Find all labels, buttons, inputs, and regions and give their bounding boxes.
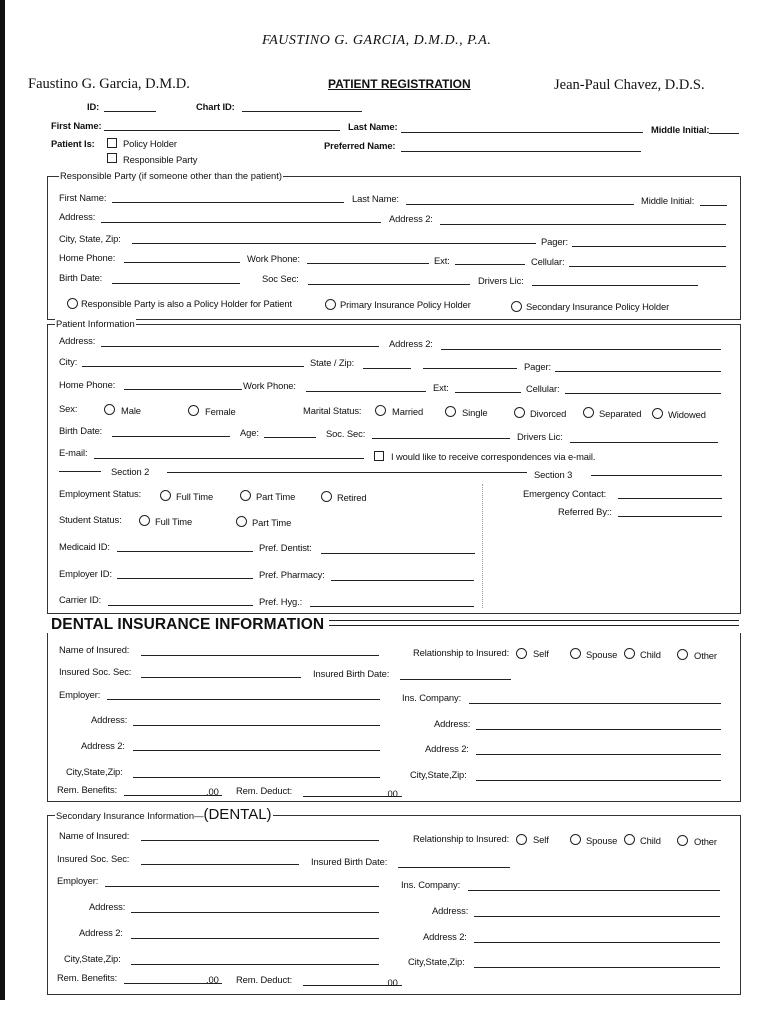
medicaid-id-field[interactable] [117,551,253,552]
si-soc-sec-label: Insured Soc. Sec: [57,853,130,864]
emergency-contact-field[interactable] [618,498,722,499]
si-relationship-label: Relationship to Insured: [413,833,510,844]
dental-heading-rule-bottom [329,625,739,626]
middle-initial-field[interactable] [709,133,739,134]
pt-female-radio[interactable] [188,405,199,416]
di-address-label: Address: [91,714,128,725]
di-ins-company-field[interactable] [469,703,721,704]
dental-insurance-heading: DENTAL INSURANCE INFORMATION [51,616,325,633]
id-label: ID: [87,101,100,112]
preferred-name-field[interactable] [401,151,641,152]
si-rem-benefits-label: Rem. Benefits: [57,972,118,983]
rp-address2-label: Address 2: [389,213,433,224]
si-rem-deduct-value: .00 [385,977,398,988]
di-ins-address2-field[interactable] [476,754,721,755]
di-self-label: Self [533,648,549,659]
rp-last-name-field[interactable] [406,204,634,205]
medicaid-id-label: Medicaid ID: [59,541,110,552]
pt-email-optin-label: I would like to receive correspondences via e-mail. [391,451,596,462]
pt-zip-field[interactable] [423,368,517,369]
pt-sex-label: Sex: [59,403,78,414]
di-ins-city-field[interactable] [476,780,721,781]
employment-full-time-label: Full Time [176,491,214,502]
pt-single-radio[interactable] [445,406,456,417]
scan-edge [0,0,5,1000]
di-rem-benefits-value: .00 [206,786,219,797]
di-city-label: City,State,Zip: [66,766,123,777]
pt-address-field[interactable] [101,346,379,347]
pt-birth-date-field[interactable] [112,436,230,437]
di-other-label: Other [694,650,717,661]
pt-male-label: Male [121,405,141,416]
di-soc-sec-label: Insured Soc. Sec: [59,666,132,677]
si-rem-deduct-label: Rem. Deduct: [236,974,293,985]
si-name-insured-field[interactable] [141,840,379,841]
si-ins-city-label: City,State,Zip: [408,956,465,967]
last-name-field[interactable] [401,132,643,133]
di-city-field[interactable] [133,777,380,778]
middle-initial-label: Middle Initial: [651,124,710,135]
pt-widowed-label: Widowed [668,409,706,420]
pt-cellular-field[interactable] [565,393,721,394]
si-ins-address2-field[interactable] [474,942,720,943]
student-full-time-label: Full Time [155,516,193,527]
di-address2-field[interactable] [133,750,380,751]
responsible-party-checkbox[interactable] [107,153,117,163]
rp-pager-label: Pager: [541,236,569,247]
si-soc-sec-field[interactable] [141,864,299,865]
responsible-party-label: Responsible Party [123,154,198,165]
rp-primary-holder-radio[interactable] [325,299,336,310]
pt-separated-label: Separated [599,408,642,419]
pref-hyg-field[interactable] [310,606,474,607]
si-employer-field[interactable] [105,886,379,887]
pt-work-phone-label: Work Phone: [243,380,296,391]
pt-pager-label: Pager: [524,361,552,372]
employment-part-time-label: Part Time [256,491,296,502]
pt-address-label: Address: [59,335,96,346]
patient-information-legend: Patient Information [56,318,135,329]
first-name-field[interactable] [104,130,340,131]
si-other-radio[interactable] [677,835,688,846]
pref-dentist-label: Pref. Dentist: [259,542,312,553]
pt-drivers-lic-label: Drivers Lic: [517,431,563,442]
pt-soc-sec-label: Soc. Sec: [326,428,366,439]
di-birth-date-label: Insured Birth Date: [313,668,390,679]
di-ins-address2-label: Address 2: [425,743,469,754]
pt-city-label: City: [59,356,78,367]
pt-email-label: E-mail: [59,447,88,458]
referred-by-label: Referred By:: [558,506,612,517]
di-ins-address-label: Address: [434,718,471,729]
di-name-insured-field[interactable] [141,655,379,656]
di-rem-deduct-value: .00 [385,788,398,799]
rp-address-field[interactable] [101,222,381,223]
si-ins-address2-label: Address 2: [423,931,467,942]
section2-label: Section 2 [111,466,150,477]
employment-full-time-radio[interactable] [160,490,171,501]
pt-marital-label: Marital Status: [303,405,362,416]
doctor-right: Jean-Paul Chavez, D.D.S. [554,77,705,93]
di-name-insured-label: Name of Insured: [59,644,130,655]
di-employer-field[interactable] [107,699,380,700]
rp-birth-date-label: Birth Date: [59,272,103,283]
pref-hyg-label: Pref. Hyg.: [259,596,303,607]
id-field[interactable] [104,111,156,112]
si-other-label: Other [694,836,717,847]
si-child-radio[interactable] [624,834,635,845]
last-name-label: Last Name: [348,121,398,132]
rp-cellular-field[interactable] [569,266,726,267]
carrier-id-label: Carrier ID: [59,594,102,605]
pref-dentist-field[interactable] [321,553,475,554]
rp-policy-holder-option: Responsible Party is also a Policy Holder for Patient [81,298,292,309]
pt-drivers-lic-field[interactable] [570,442,718,443]
rp-first-name-label: First Name: [59,192,107,203]
dental-heading-rule-top [329,620,739,621]
rp-secondary-holder-option: Secondary Insurance Policy Holder [526,301,670,312]
rp-ext-field[interactable] [455,264,525,265]
pt-cellular-label: Cellular: [526,383,560,394]
secondary-insurance-section [47,815,741,995]
di-ins-company-label: Ins. Company: [402,692,462,703]
si-address-field[interactable] [131,912,379,913]
pt-divorced-radio[interactable] [514,407,525,418]
rp-soc-sec-field[interactable] [308,284,470,285]
secondary-insurance-legend [55,806,273,823]
rp-drivers-lic-label: Drivers Lic: [478,275,524,286]
pt-birth-date-label: Birth Date: [59,425,103,436]
rp-cellular-label: Cellular: [531,256,565,267]
secondary-legend-dash: — [194,810,204,821]
rp-address2-field[interactable] [440,224,726,225]
chart-id-field[interactable] [242,111,362,112]
si-name-insured-label: Name of Insured: [59,830,130,841]
di-rem-deduct-label: Rem. Deduct: [236,785,293,796]
rp-ext-label: Ext: [434,255,450,266]
di-child-radio[interactable] [624,648,635,659]
section2-rule-left [59,471,101,472]
pt-separated-radio[interactable] [583,407,594,418]
employment-status-label: Employment Status: [59,488,142,499]
si-spouse-radio[interactable] [570,834,581,845]
di-rem-benefits-label: Rem. Benefits: [57,784,118,795]
si-ins-company-label: Ins. Company: [401,879,461,890]
rp-address-label: Address: [59,211,96,222]
pt-home-phone-label: Home Phone: [59,379,116,390]
student-part-time-label: Part Time [252,517,292,528]
rp-home-phone-label: Home Phone: [59,252,116,263]
si-self-radio[interactable] [516,834,527,845]
employment-retired-radio[interactable] [321,491,332,502]
employment-retired-label: Retired [337,492,367,503]
si-ins-city-field[interactable] [474,967,720,968]
di-ins-city-label: City,State,Zip: [410,769,467,780]
employment-part-time-radio[interactable] [240,490,251,501]
practice-name: FAUSTINO G. GARCIA, D.M.D., P.A. [262,33,492,48]
di-spouse-radio[interactable] [570,648,581,659]
si-city-field[interactable] [131,964,379,965]
si-rem-benefits-value: .00 [206,974,219,985]
section-divider [482,484,483,608]
pt-soc-sec-field[interactable] [372,438,510,439]
policy-holder-label: Policy Holder [123,138,177,149]
pt-address2-label: Address 2: [389,338,433,349]
rp-city-field[interactable] [132,243,536,244]
si-child-label: Child [640,835,661,846]
student-part-time-radio[interactable] [236,516,247,527]
di-soc-sec-field[interactable] [141,677,301,678]
si-ins-address-field[interactable] [474,916,720,917]
pt-age-label: Age: [240,427,259,438]
carrier-id-field[interactable] [108,605,253,606]
page-title: PATIENT REGISTRATION [328,77,471,91]
pt-state-field[interactable] [363,368,411,369]
first-name-label: First Name: [51,120,102,131]
si-spouse-label: Spouse [586,835,618,846]
section2-rule-right [167,472,527,473]
si-address2-label: Address 2: [79,927,123,938]
student-status-label: Student Status: [59,514,122,525]
si-employer-label: Employer: [57,875,99,886]
pt-ext-field[interactable] [455,392,521,393]
di-birth-date-field[interactable] [400,679,511,680]
rp-work-phone-field[interactable] [307,263,429,264]
rp-city-label: City, State, Zip: [59,233,121,244]
secondary-legend-text: Secondary Insurance Information [56,810,195,821]
rp-pager-field[interactable] [572,246,726,247]
pt-single-label: Single [462,407,488,418]
student-full-time-radio[interactable] [139,515,150,526]
pref-pharmacy-label: Pref. Pharmacy: [259,569,325,580]
chart-id-label: Chart ID: [196,101,235,112]
rp-home-phone-field[interactable] [124,262,240,263]
di-address2-label: Address 2: [81,740,125,751]
si-self-label: Self [533,834,549,845]
si-address2-field[interactable] [131,938,379,939]
pt-divorced-label: Divorced [530,408,567,419]
emergency-contact-label: Emergency Contact: [523,488,607,499]
pt-ext-label: Ext: [433,382,449,393]
rp-policy-holder-radio[interactable] [67,298,78,309]
pt-city-field[interactable] [82,366,304,367]
di-address-field[interactable] [133,725,380,726]
rp-middle-initial-field[interactable] [700,205,727,206]
pt-married-radio[interactable] [375,405,386,416]
rp-middle-initial-label: Middle Initial: [641,195,695,206]
di-employer-label: Employer: [59,689,101,700]
patient-is-label: Patient Is: [51,138,95,149]
di-self-radio[interactable] [516,648,527,659]
di-child-label: Child [640,649,661,660]
pt-work-phone-field[interactable] [306,391,426,392]
pt-address2-field[interactable] [441,349,721,350]
di-other-radio[interactable] [677,649,688,660]
pref-pharmacy-field[interactable] [331,580,474,581]
si-birth-date-field[interactable] [398,867,510,868]
secondary-legend-suffix: (DENTAL) [203,806,272,823]
preferred-name-label: Preferred Name: [324,140,396,151]
di-spouse-label: Spouse [586,649,618,660]
pt-state-zip-label: State / Zip: [310,357,355,368]
pt-male-radio[interactable] [104,404,115,415]
pt-email-optin-checkbox[interactable] [374,451,384,461]
rp-secondary-holder-radio[interactable] [511,301,522,312]
employer-id-field[interactable] [117,578,253,579]
pt-age-field[interactable] [264,437,316,438]
si-birth-date-label: Insured Birth Date: [311,856,388,867]
di-relationship-label: Relationship to Insured: [413,647,510,658]
pt-email-field[interactable] [94,458,364,459]
employer-id-label: Employer ID: [59,568,112,579]
referred-by-field[interactable] [618,516,722,517]
doctor-left: Faustino G. Garcia, D.M.D. [28,76,190,92]
section3-label: Section 3 [534,469,573,480]
pt-pager-field[interactable] [555,371,721,372]
policy-holder-checkbox[interactable] [107,138,117,148]
rp-birth-date-field[interactable] [112,283,240,284]
rp-soc-sec-label: Soc Sec: [262,273,299,284]
si-ins-address-label: Address: [432,905,469,916]
di-ins-address-field[interactable] [476,729,721,730]
si-address-label: Address: [89,901,126,912]
si-city-label: City,State,Zip: [64,953,121,964]
rp-primary-holder-option: Primary Insurance Policy Holder [340,299,471,310]
rp-drivers-lic-field[interactable] [532,285,698,286]
pt-home-phone-field[interactable] [124,389,242,390]
responsible-party-legend: Responsible Party (if someone other than the patient) [60,170,283,181]
pt-widowed-radio[interactable] [652,408,663,419]
rp-work-phone-label: Work Phone: [247,253,300,264]
si-ins-company-field[interactable] [468,890,720,891]
section3-rule [591,475,722,476]
rp-last-name-label: Last Name: [352,193,399,204]
pt-female-label: Female [205,406,236,417]
rp-first-name-field[interactable] [112,202,344,203]
pt-married-label: Married [392,406,424,417]
